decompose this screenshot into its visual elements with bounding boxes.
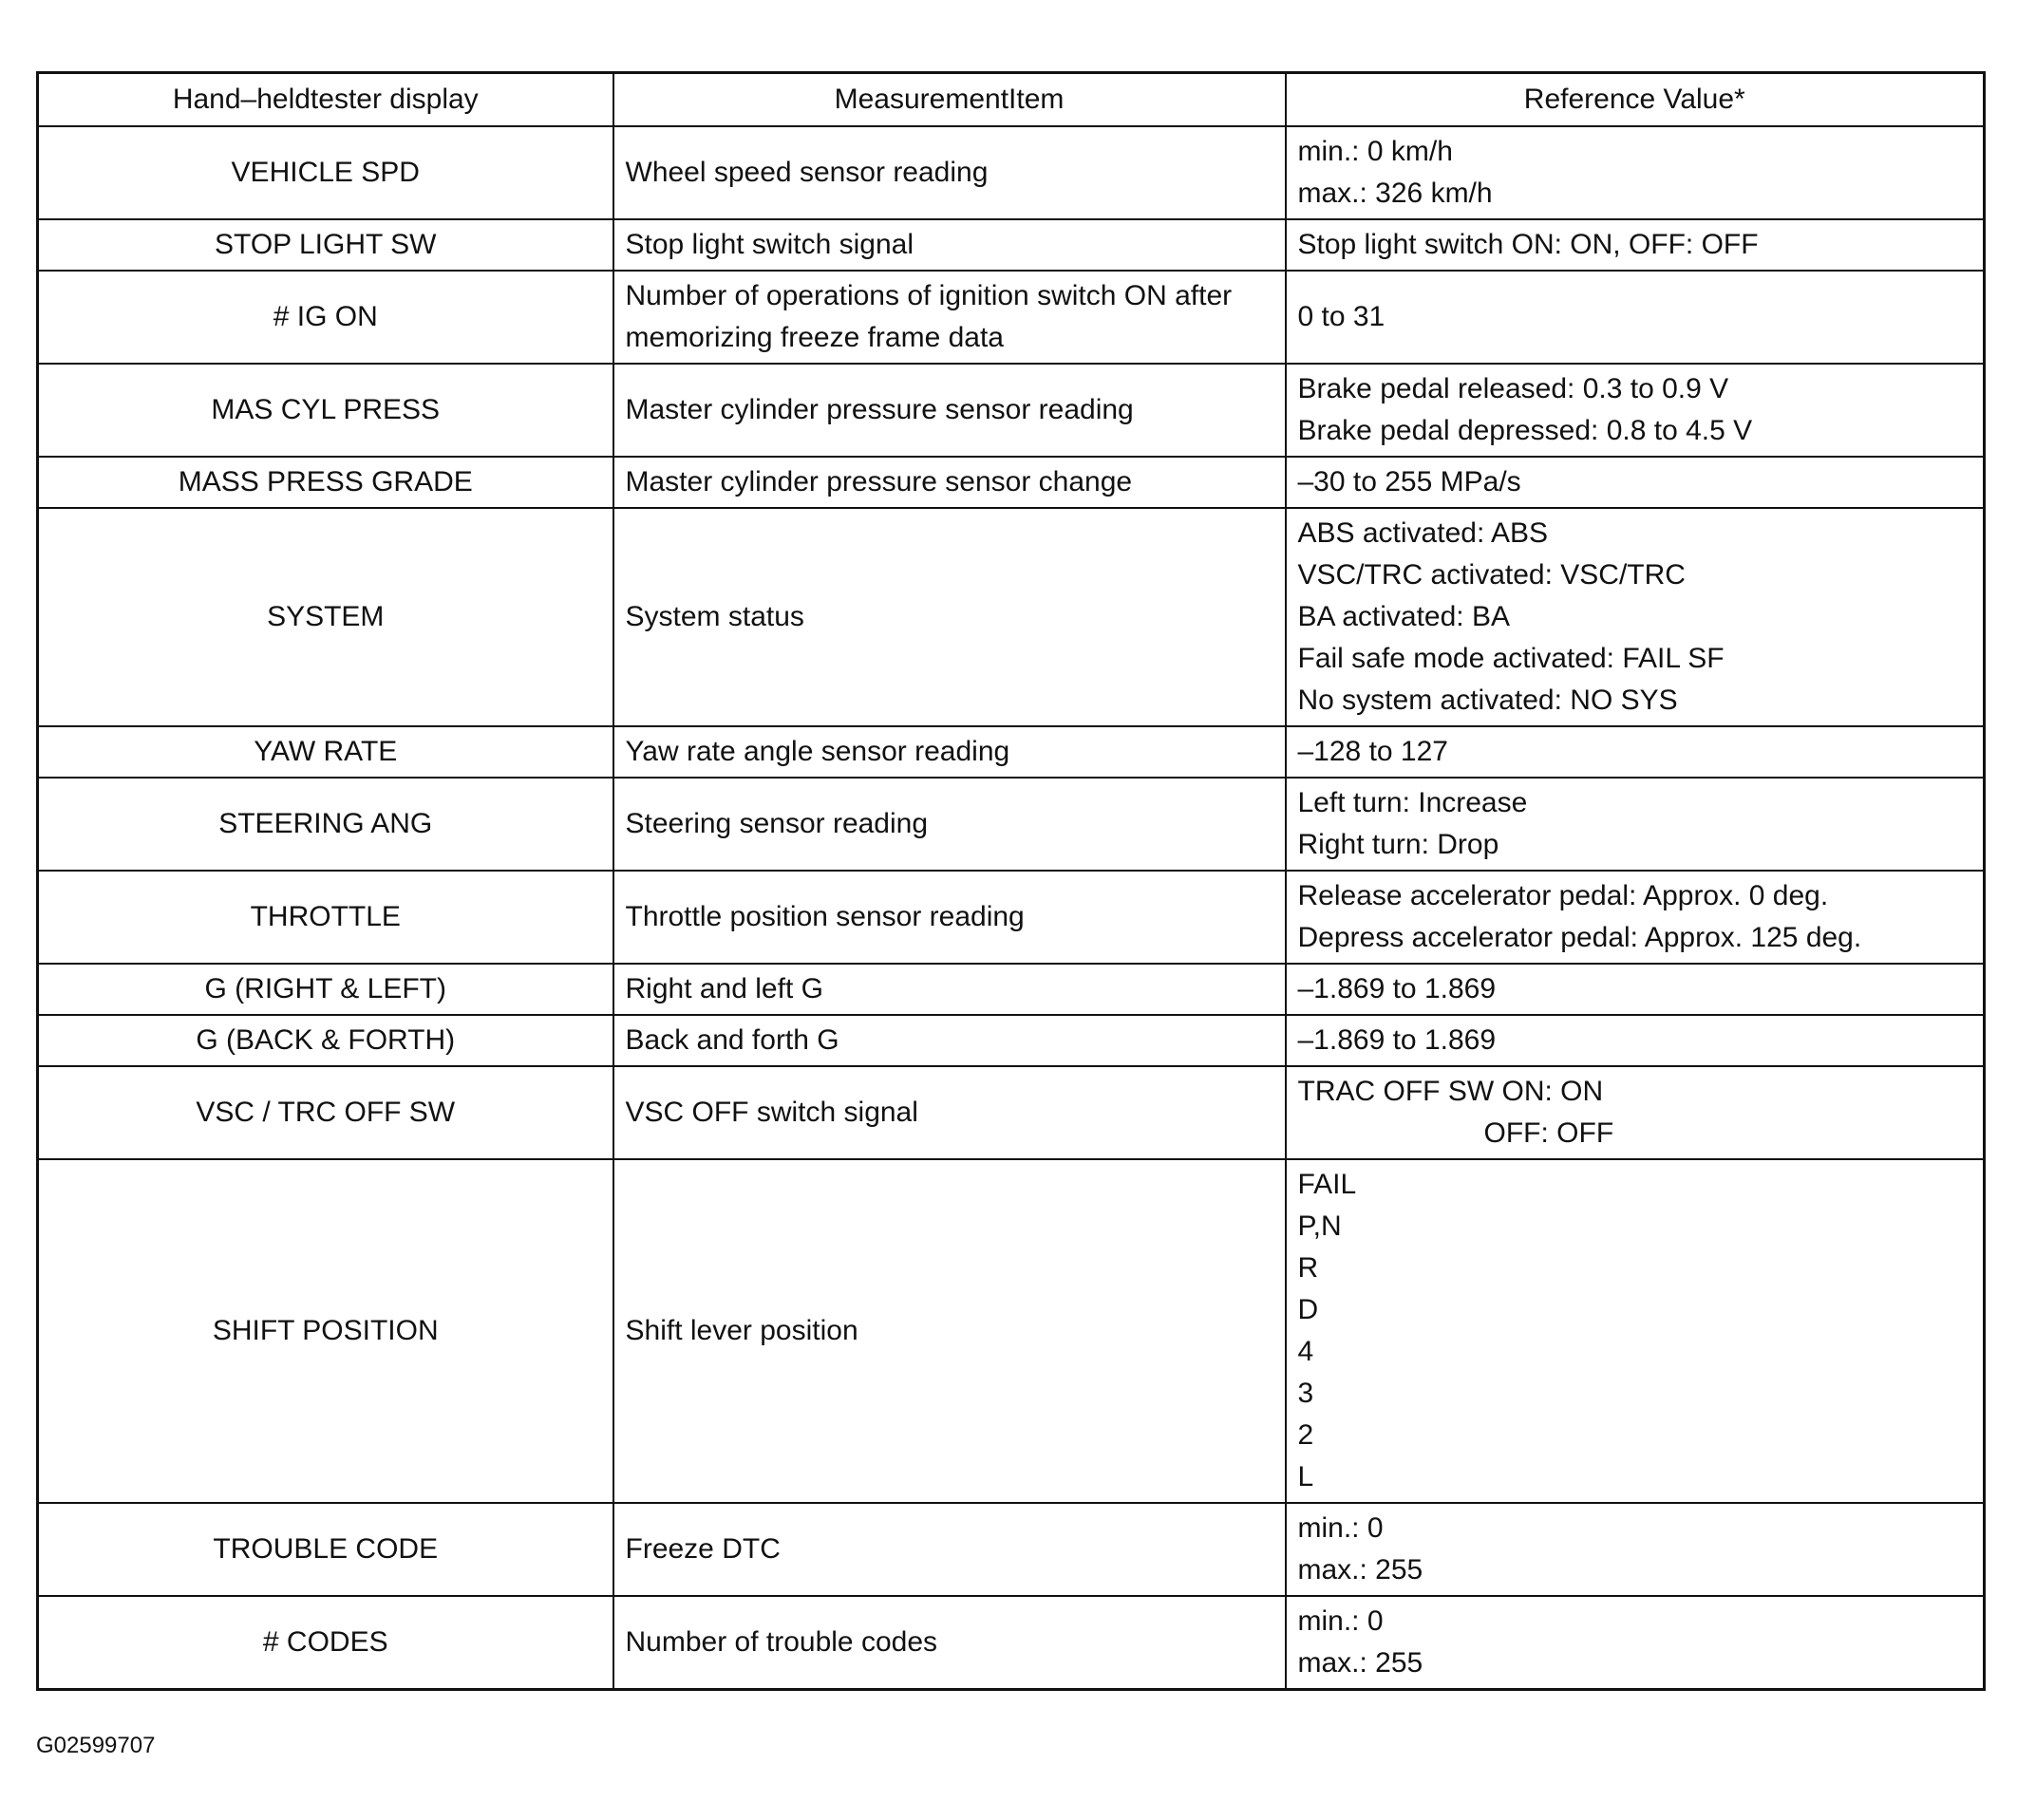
reference-value-line: –30 to 255 MPa/s — [1297, 466, 1521, 497]
measurement-item-cell: Number of operations of ignition switch ON after memorizing freeze frame data — [613, 271, 1286, 364]
reference-value-line: 0 to 31 — [1297, 301, 1386, 332]
table-row — [38, 271, 1985, 364]
table-row — [38, 1066, 1985, 1159]
reference-value-line: max.: 255 — [1297, 1647, 1423, 1679]
reference-value-cell — [1286, 1159, 1985, 1503]
reference-value-line: Fail safe mode activated: FAIL SF — [1297, 643, 1725, 674]
table-row — [38, 871, 1985, 964]
data-list-table — [36, 71, 1986, 1691]
table-row — [38, 364, 1985, 457]
measurement-item-cell: Shift lever position — [613, 1159, 1286, 1503]
table-row — [38, 126, 1985, 219]
reference-value-line: TRAC OFF SW ON: ON — [1297, 1076, 1604, 1107]
reference-value-cell — [1286, 271, 1985, 364]
measurement-item-cell: System status — [613, 508, 1286, 726]
header-row — [38, 73, 1985, 127]
table-row — [38, 1596, 1985, 1690]
reference-value-cell — [1286, 871, 1985, 964]
table-row — [38, 1015, 1985, 1066]
reference-value-line: P,N — [1297, 1210, 1342, 1242]
measurement-item-cell: Stop light switch signal — [613, 219, 1286, 271]
tester-display-cell: SYSTEM — [38, 508, 613, 726]
figure-id: G02599707 — [36, 1733, 156, 1758]
reference-value-line: Depress accelerator pedal: Approx. 125 deg. — [1297, 922, 1862, 953]
reference-value-cell — [1286, 964, 1985, 1015]
reference-value-line: min.: 0 — [1297, 1512, 1384, 1544]
reference-value-cell — [1286, 508, 1985, 726]
table-row — [38, 1503, 1985, 1596]
measurement-item-cell: Number of trouble codes — [613, 1596, 1286, 1690]
reference-value-line: –1.869 to 1.869 — [1297, 1024, 1497, 1056]
reference-value-line: max.: 255 — [1297, 1554, 1423, 1585]
tester-display-cell: MAS CYL PRESS — [38, 364, 613, 457]
reference-value-line: ABS activated: ABS — [1297, 517, 1548, 549]
reference-value-cell — [1286, 1503, 1985, 1596]
reference-value-line: –128 to 127 — [1297, 736, 1448, 767]
measurement-item-cell: VSC OFF switch signal — [613, 1066, 1286, 1159]
table-body — [38, 126, 1985, 1690]
table-row — [38, 219, 1985, 271]
reference-value-line: FAIL — [1297, 1169, 1357, 1200]
table-row — [38, 964, 1985, 1015]
tester-display-cell: THROTTLE — [38, 871, 613, 964]
measurement-item-cell: Master cylinder pressure sensor change — [613, 457, 1286, 508]
reference-value-line: Brake pedal released: 0.3 to 0.9 V — [1297, 373, 1729, 404]
tester-display-cell: G (BACK & FORTH) — [38, 1015, 613, 1066]
reference-value-line: 2 — [1297, 1419, 1314, 1451]
reference-value-line: BA activated: BA — [1297, 601, 1510, 632]
reference-value-line: R — [1297, 1252, 1319, 1284]
reference-value-line: Stop light switch ON: ON, OFF: OFF — [1297, 229, 1759, 260]
tester-display-cell: VSC / TRC OFF SW — [38, 1066, 613, 1159]
reference-value-line: Right turn: Drop — [1297, 829, 1499, 860]
tester-display-cell: MASS PRESS GRADE — [38, 457, 613, 508]
measurement-item-cell: Right and left G — [613, 964, 1286, 1015]
reference-value-cell — [1286, 219, 1985, 271]
reference-value-line: OFF: OFF — [1483, 1117, 1614, 1149]
table-row — [38, 1159, 1985, 1503]
reference-value-line: D — [1297, 1294, 1319, 1325]
measurement-item-cell: Master cylinder pressure sensor reading — [613, 364, 1286, 457]
tester-display-cell: SHIFT POSITION — [38, 1159, 613, 1503]
tester-display-cell: YAW RATE — [38, 726, 613, 778]
measurement-item-cell: Wheel speed sensor reading — [613, 126, 1286, 219]
reference-value-line: min.: 0 — [1297, 1605, 1384, 1637]
reference-value-line: 3 — [1297, 1378, 1314, 1409]
measurement-item-cell: Freeze DTC — [613, 1503, 1286, 1596]
header-reference-value: Reference Value* — [1286, 73, 1985, 127]
tester-display-cell: VEHICLE SPD — [38, 126, 613, 219]
reference-value-cell — [1286, 1596, 1985, 1690]
tester-display-cell: TROUBLE CODE — [38, 1503, 613, 1596]
reference-value-cell — [1286, 457, 1985, 508]
reference-value-line: Brake pedal depressed: 0.8 to 4.5 V — [1297, 415, 1753, 446]
header-display: Hand–heldtester display — [38, 73, 613, 127]
table-row — [38, 726, 1985, 778]
reference-value-line: No system activated: NO SYS — [1297, 685, 1678, 716]
tester-display-cell: # IG ON — [38, 271, 613, 364]
header-measurement-item: MeasurementItem — [613, 73, 1286, 127]
reference-value-line: –1.869 to 1.869 — [1297, 973, 1497, 1004]
reference-value-line: max.: 326 km/h — [1297, 178, 1493, 209]
measurement-item-cell: Steering sensor reading — [613, 778, 1286, 871]
reference-value-line: L — [1297, 1461, 1314, 1492]
tester-display-cell: # CODES — [38, 1596, 613, 1690]
reference-value-cell — [1286, 364, 1985, 457]
reference-value-cell — [1286, 778, 1985, 871]
reference-value-line: Release accelerator pedal: Approx. 0 deg. — [1297, 880, 1829, 911]
reference-value-cell — [1286, 726, 1985, 778]
reference-value-line: Left turn: Increase — [1297, 787, 1528, 818]
reference-value-line: VSC/TRC activated: VSC/TRC — [1297, 559, 1686, 591]
measurement-item-cell: Back and forth G — [613, 1015, 1286, 1066]
tester-display-cell: STOP LIGHT SW — [38, 219, 613, 271]
measurement-item-cell: Yaw rate angle sensor reading — [613, 726, 1286, 778]
reference-value-cell — [1286, 1015, 1985, 1066]
reference-value-line: min.: 0 km/h — [1297, 136, 1453, 167]
measurement-item-cell: Throttle position sensor reading — [613, 871, 1286, 964]
table-row — [38, 508, 1985, 726]
table-row — [38, 778, 1985, 871]
reference-value-cell — [1286, 1066, 1985, 1159]
tester-display-cell: STEERING ANG — [38, 778, 613, 871]
table-row — [38, 457, 1985, 508]
tester-display-cell: G (RIGHT & LEFT) — [38, 964, 613, 1015]
reference-value-cell — [1286, 126, 1985, 219]
reference-value-line: 4 — [1297, 1336, 1314, 1367]
